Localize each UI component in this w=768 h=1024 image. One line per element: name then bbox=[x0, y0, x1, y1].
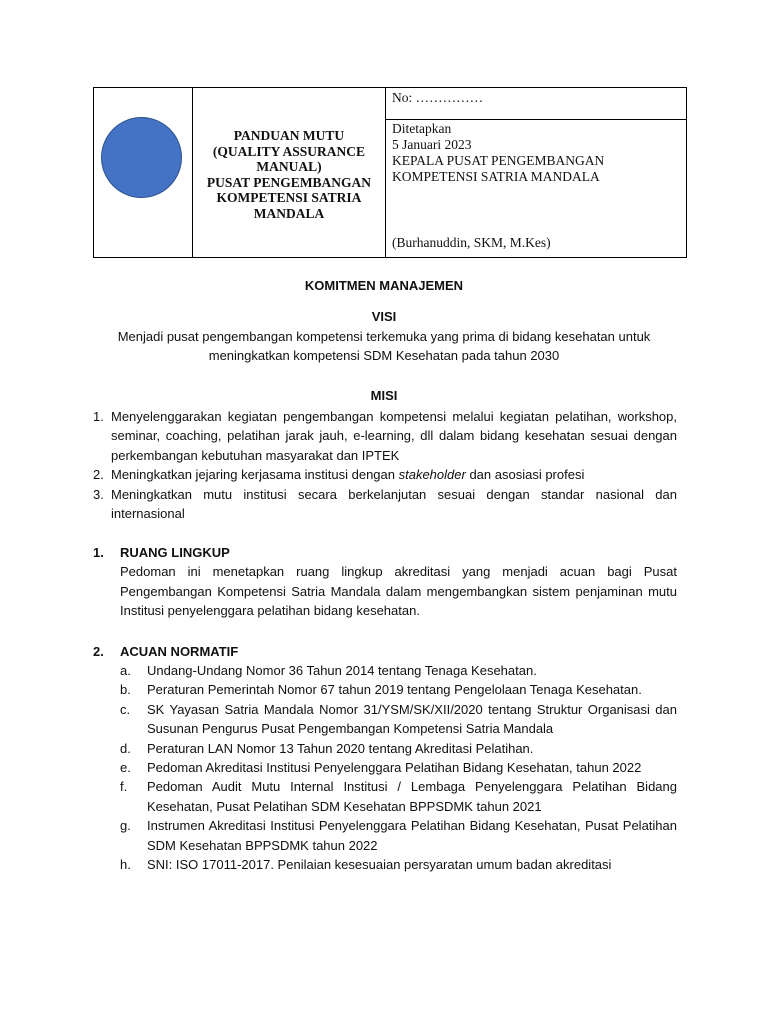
section-title: ACUAN NORMATIF bbox=[120, 644, 239, 659]
item-letter: d. bbox=[120, 740, 131, 756]
title-line: MANUAL) bbox=[256, 159, 322, 174]
document-number: No: …………… bbox=[392, 90, 484, 105]
section-ruang-lingkup bbox=[93, 543, 677, 621]
header-table bbox=[93, 87, 687, 258]
list-item bbox=[120, 855, 677, 874]
item-text: Instrumen Akreditasi Institusi Penyelenggara Pelatihan Bidang Kesehatan, Pusat Pelatihan SDM Kesehatan BPPSDMK tahun 2022 bbox=[147, 818, 677, 853]
item-letter: g. bbox=[120, 818, 131, 834]
cell-divider bbox=[386, 119, 686, 120]
item-text: SK Yayasan Satria Mandala Nomor 31/YSM/SK/XII/2020 tentang Struktur Organisasi dan Susunan Pengurus Pusat Pengembangan Kompetensi Satria Mandala bbox=[147, 701, 677, 737]
logo-circle-icon bbox=[101, 117, 182, 198]
item-text: dan asosiasi profesi bbox=[465, 467, 585, 483]
title-line: (QUALITY ASSURANCE bbox=[212, 143, 366, 159]
item-number: 3. bbox=[93, 486, 104, 502]
item-text: Meningkatkan jejaring kerjasama institusi dengan bbox=[111, 467, 399, 483]
list-item bbox=[120, 758, 677, 777]
list-item bbox=[93, 485, 677, 524]
section-heading bbox=[93, 642, 677, 661]
item-letter: b. bbox=[120, 682, 131, 698]
misi-list bbox=[93, 407, 677, 523]
logo-cell bbox=[94, 88, 193, 257]
item-letter: c. bbox=[120, 701, 131, 717]
item-letter: a. bbox=[120, 663, 131, 678]
visi-line: Menjadi pusat pengembangan kompetensi terkemuka yang prima di bidang kesehatan untuk bbox=[117, 329, 651, 344]
visi-text bbox=[0, 327, 768, 366]
list-item bbox=[120, 777, 677, 816]
decree-line: KOMPETENSI SATRIA MANDALA bbox=[392, 169, 600, 184]
list-item bbox=[120, 661, 677, 680]
item-text: SNI: ISO 17011-2017. Penilaian kesesuaian persyaratan umum badan akreditasi bbox=[147, 857, 612, 873]
signatory-name: (Burhanuddin, SKM, M.Kes) bbox=[392, 235, 551, 250]
visi-heading: VISI bbox=[371, 309, 397, 324]
visi-line: meningkatkan kompetensi SDM Kesehatan pada tahun 2030 bbox=[208, 348, 560, 364]
section-number: 2. bbox=[93, 644, 104, 659]
item-text-italic: stakeholder bbox=[398, 467, 466, 483]
title-line: MANDALA bbox=[253, 205, 325, 221]
item-text: Undang-Undang Nomor 36 Tahun 2014 tentang Tenaga Kesehatan. bbox=[147, 663, 537, 678]
item-text: Meningkatkan mutu institusi secara berkelanjutan sesuai dengan standar nasional dan internasional bbox=[111, 486, 677, 522]
title-line: KOMPETENSI SATRIA bbox=[216, 190, 362, 205]
decree-cell bbox=[386, 88, 686, 257]
title-cell bbox=[193, 88, 386, 257]
list-item bbox=[93, 407, 677, 465]
list-item bbox=[120, 816, 677, 855]
list-item bbox=[93, 465, 677, 484]
item-letter: f. bbox=[120, 779, 128, 795]
list-item bbox=[120, 680, 677, 699]
misi-heading: MISI bbox=[370, 388, 398, 403]
item-text: Peraturan LAN Nomor 13 Tahun 2020 tentang Akreditasi Pelatihan. bbox=[147, 740, 534, 756]
section-title: RUANG LINGKUP bbox=[120, 545, 230, 560]
section-heading bbox=[93, 543, 677, 562]
item-letter: e. bbox=[120, 760, 131, 776]
item-text: Pedoman Akreditasi Institusi Penyelenggara Pelatihan Bidang Kesehatan, tahun 2022 bbox=[147, 760, 642, 776]
normative-reference-list bbox=[120, 661, 677, 874]
decree-block bbox=[392, 121, 604, 185]
decree-line: Ditetapkan bbox=[392, 121, 452, 136]
section-acuan-normatif bbox=[93, 642, 677, 661]
item-text: Menyelenggarakan kegiatan pengembangan kompetensi melalui kegiatan pelatihan, workshop, seminar, coaching, pelatihan jarak jauh, e-learning, dll dalam bidang kesehatan sesuai dengan perkembangan kebutuhan masyarakat dan IPTEK bbox=[111, 409, 677, 463]
decree-line: 5 Januari 2023 bbox=[392, 137, 472, 152]
commitment-title: KOMITMEN MANAJEMEN bbox=[304, 278, 464, 293]
manual-title bbox=[207, 128, 371, 221]
item-number: 1. bbox=[93, 409, 104, 424]
decree-line: KEPALA PUSAT PENGEMBANGAN bbox=[392, 153, 605, 168]
item-text: Pedoman Audit Mutu Internal Institusi / Lembaga Penyelenggara Pelatihan Bidang Kesehatan, Pusat Pelatihan SDM Kesehatan BPPSDMK tahun 2021 bbox=[147, 779, 677, 814]
item-number: 2. bbox=[93, 467, 104, 483]
item-letter: h. bbox=[120, 857, 131, 873]
list-item bbox=[120, 700, 677, 739]
list-item bbox=[120, 739, 677, 758]
section-number: 1. bbox=[93, 545, 104, 560]
title-line: PANDUAN MUTU bbox=[233, 128, 345, 143]
section-body: Pedoman ini menetapkan ruang lingkup akreditasi yang menjadi acuan bagi Pusat Pengembangan Kompetensi Satria Mandala dalam mengembangkan sistem penjaminan mutu Institusi penyelenggara pelatihan bidang kesehatan. bbox=[120, 564, 677, 619]
item-text: Peraturan Pemerintah Nomor 67 tahun 2019 tentang Pengelolaan Tenaga Kesehatan. bbox=[147, 682, 642, 698]
title-line: PUSAT PENGEMBANGAN bbox=[206, 174, 372, 190]
